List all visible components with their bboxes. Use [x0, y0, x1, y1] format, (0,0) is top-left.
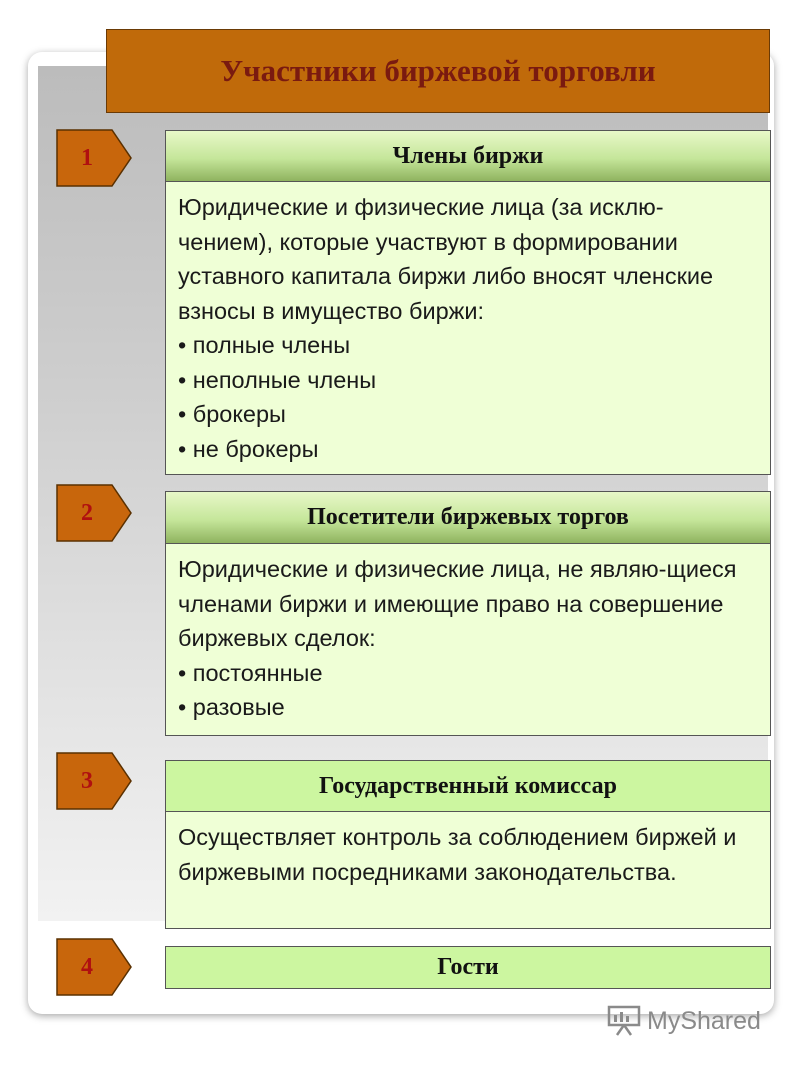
watermark [607, 1001, 761, 1041]
section-2-heading: Посетители биржевых торгов [307, 504, 629, 530]
section-2-list [178, 656, 758, 725]
section-4-number: 4 [81, 953, 93, 980]
presentation-icon [607, 1005, 641, 1037]
list-item: • не брокеры [178, 432, 758, 467]
section-1-description: Юридические и физические лица (за исклю-чением), которые участвуют в формировании уставного капитала биржи либо вносят членские взносы в имущество биржи: [178, 194, 714, 324]
section-1-number-badge [56, 129, 132, 187]
section-3-heading: Государственный комиссар [319, 772, 617, 799]
slide-title: Участники биржевой торговли [106, 29, 770, 113]
section-4-header [165, 946, 771, 989]
list-item: • постоянные [178, 656, 758, 691]
section-1-number: 1 [81, 144, 93, 171]
section-3-header [165, 760, 771, 812]
list-item: • брокеры [178, 397, 758, 432]
section-2-description: Юридические и физические лица, не являю-щиеся членами биржи и имеющие право на совершение биржевых сделок: [178, 556, 737, 651]
section-1-body [165, 181, 771, 475]
section-3-description: Осуществляет контроль за соблюдением биржей и биржевыми посредниками законодательства. [178, 824, 737, 885]
list-item: • полные члены [178, 328, 758, 363]
section-1-heading: Члены биржи [392, 142, 544, 169]
section-3-number: 3 [81, 767, 93, 794]
section-4-heading: Гости [437, 954, 499, 980]
section-1-list [178, 328, 758, 466]
list-item: • разовые [178, 690, 758, 725]
section-3-body [165, 811, 771, 929]
section-2-header [165, 491, 771, 544]
section-4-number-badge [56, 938, 132, 996]
list-item: • неполные члены [178, 363, 758, 398]
section-2-body [165, 543, 771, 736]
watermark-text: MyShared [647, 1006, 761, 1035]
section-2-number-badge [56, 484, 132, 542]
section-1-header [165, 130, 771, 182]
section-2-number: 2 [81, 499, 93, 526]
section-3-number-badge [56, 752, 132, 810]
